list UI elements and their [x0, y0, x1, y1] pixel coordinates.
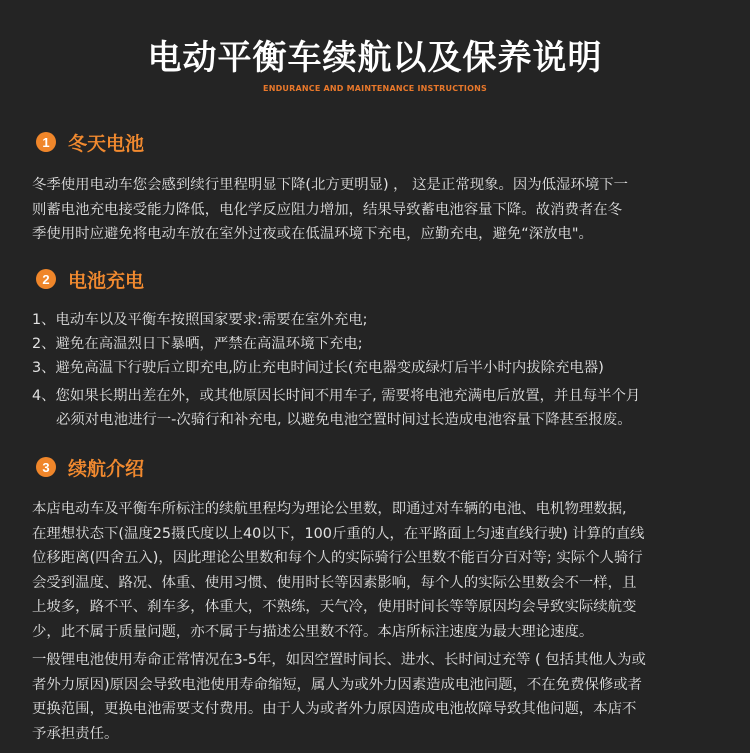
- section-number-badge: 2: [36, 269, 56, 289]
- section-1-header: [36, 130, 144, 154]
- paragraph-line: 更换范围，更换电池需要支付费用。由于人为或者外力原因造成电池故障导致其他问题，本店不: [32, 701, 637, 717]
- paragraph-line: 季使用时应避免将电动车放在室外过夜或在低温环境下充电，应勤充电，避免“深放电"。: [32, 226, 593, 242]
- section-number-badge: 1: [36, 132, 56, 152]
- list-item: 3、避免高温下行驶后立即充电,防止充电时间过长(充电器变成绿灯后半小时内拔除充电器): [32, 360, 604, 376]
- paragraph-line: 上坡多，路不平、刹车多，体重大，不熟练，天气冷，使用时间长等等原因均会导致实际续航变: [32, 599, 637, 615]
- charging-rules-list: [32, 308, 722, 438]
- battery-warranty-paragraph: [32, 648, 722, 746]
- page-title: 电动平衡车续航以及保养说明: [147, 38, 603, 78]
- section-title: 电池充电: [68, 269, 145, 292]
- range-description-paragraph: [32, 497, 722, 644]
- section-title: 续航介绍: [68, 457, 145, 480]
- paragraph-line: 少，此不属于质量问题，亦不属于与描述公里数不符。本店所标注速度为最大理论速度。: [32, 623, 594, 640]
- paragraph-line: 本店电动车及平衡车所标注的续航里程均为理论公里数，即通过对车辆的电池、电机物理数据,: [32, 501, 627, 517]
- paragraph-line: 予承担责任。: [32, 725, 119, 742]
- list-item: 2、避免在高温烈日下暴晒，严禁在高温环境下充电;: [32, 336, 363, 352]
- paragraph-line: 一般锂电池使用寿命正常情况在3-5年，如因空置时间长、进水、长时间过充等 ( 包括其他人为或: [32, 652, 646, 668]
- paragraph-line: 则蓄电池充电接受能力降低，电化学反应阻力增加，结果导致蓄电池容量下降。故消费者在冬: [32, 201, 623, 218]
- section-number-badge: 3: [36, 457, 56, 477]
- paragraph-line: 者外力原因)原因会导致电池使用寿命缩短，属人为或外力因素造成电池问题，不在免费保修或者: [32, 676, 643, 693]
- paragraph-line: 冬季使用电动车您会感到续行里程明显下降(北方更明显) ， 这是正常现象。因为低湿环境下一: [32, 177, 629, 193]
- section-title: 冬天电池: [68, 132, 145, 155]
- list-item: 4、您如果长期出差在外，或其他原因长时间不用车子, 需要将电池充满电后放置，并且每半个月: [32, 388, 641, 404]
- paragraph-line: 在理想状态下(温度25摄氏度以上40以下，100斤重的人，在平路面上匀速直线行驶) 计算的直线: [32, 525, 645, 542]
- list-item-continuation: 必须对电池进行一-次骑行和补充电, 以避免电池空置时间过长造成电池容量下降甚至报废。: [56, 412, 632, 428]
- paragraph-line: 会受到温度、路况、体重、使用习惯、使用时长等因素影响，每个人的实际公里数会不一样，且: [32, 574, 637, 591]
- paragraph-line: 位移距离(四舍五入)，因此理论公里数和每个人的实际骑行公里数不能百分百对等; 实际个人骑行: [32, 550, 643, 566]
- section-3-header: [36, 455, 144, 479]
- list-item: 1、电动车以及平衡车按照国家要求:需要在室外充电;: [32, 312, 368, 328]
- section-1-paragraph: [32, 173, 722, 247]
- page-subtitle: ENDURANCE AND MAINTENANCE INSTRUCTIONS: [263, 84, 487, 93]
- section-2-header: [36, 267, 144, 291]
